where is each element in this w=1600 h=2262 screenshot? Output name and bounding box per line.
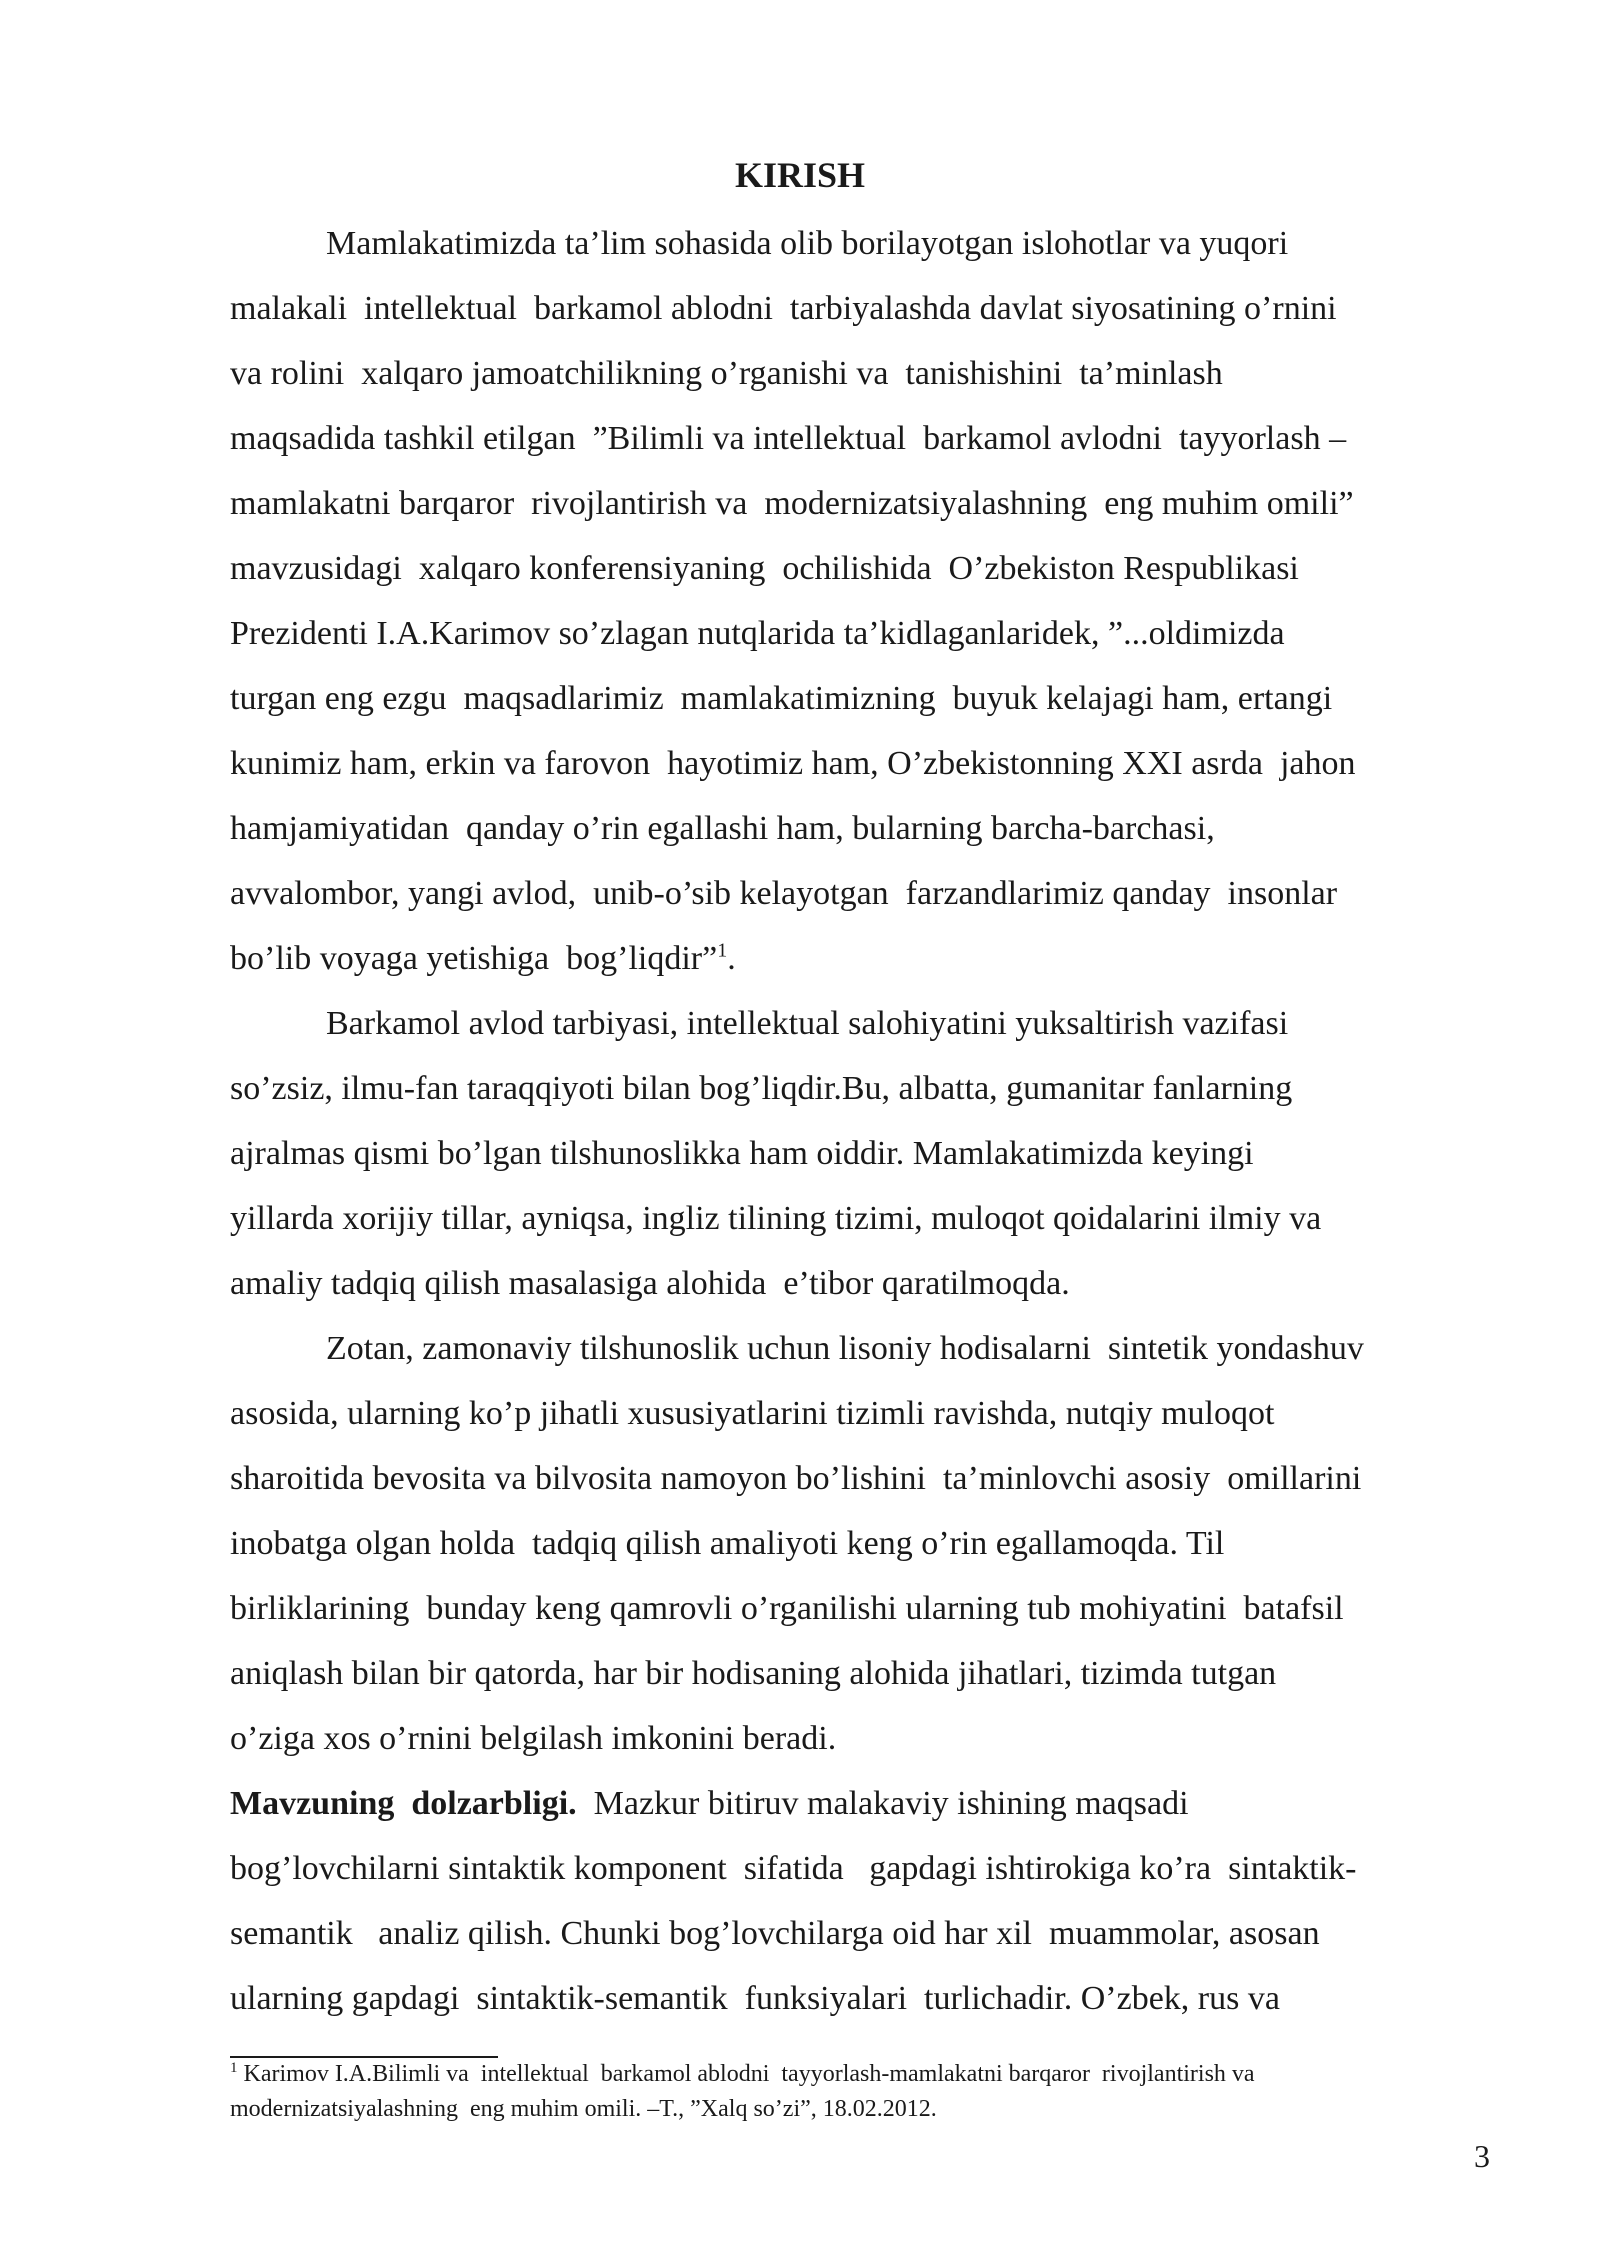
- body-text: [230, 211, 1490, 2031]
- text-line: Barkamol avlod tarbiyasi, intellektual salohiyatini yuksaltirish vazifasi: [326, 1005, 1289, 1042]
- text-line: amaliy tadqiq qilish masalasiga alohida e’tibor qaratilmoqda.: [230, 1265, 1070, 1302]
- text-line: bog’lovchilarni sintaktik komponent sifatida gapdagi ishtirokiga ko’ra sintaktik-: [230, 1850, 1357, 1887]
- footnote-reference: 1: [717, 939, 728, 962]
- text-line: mavzusidagi xalqaro konferensiyaning ochilishida O’zbekiston Respublikasi: [230, 550, 1299, 587]
- text-line: o’ziga xos o’rnini belgilash imkonini beradi.: [230, 1720, 837, 1757]
- text-line: ularning gapdagi sintaktik-semantik funksiyalari turlichadir. O’zbek, rus va: [230, 1980, 1280, 2017]
- text-line: aniqlash bilan bir qatorda, har bir hodisaning alohida jihatlari, tizimda tutgan: [230, 1655, 1277, 1692]
- footnote-marker: 1: [230, 2060, 238, 2076]
- text-line: semantik analiz qilish. Chunki bog’lovchilarga oid har xil muammolar, asosan: [230, 1915, 1320, 1952]
- text-line: malakali intellektual barkamol ablodni tarbiyalashda davlat siyosatining o’rnini: [230, 290, 1337, 327]
- text-line: hamjamiyatidan qanday o’rin egallashi ham, bularning barcha-barchasi,: [230, 810, 1215, 847]
- page-number: 3: [1474, 2138, 1490, 2174]
- text-line: yillarda xorijiy tillar, ayniqsa, ingliz tilining tizimi, muloqot qoidalarini ilmiy va: [230, 1200, 1322, 1237]
- section-heading-line: [230, 1771, 1490, 1836]
- page-title: KIRISH: [734, 155, 866, 195]
- footnote-line: modernizatsiyalashning eng muhim omili. –T., ”Xalq so’zi”, 18.02.2012.: [230, 2096, 937, 2122]
- footnote-text: Karimov I.A.Bilimli va intellektual barkamol ablodni tayyorlash-mamlakatni barqaror rivojlantirish va: [237, 2061, 1255, 2087]
- text-line: Mamlakatimizda ta’lim sohasida olib borilayotgan islohotlar va yuqori: [326, 225, 1289, 262]
- text-line: Prezidenti I.A.Karimov so’zlagan nutqlarida ta’kidlaganlaridek, ”...oldimizda: [230, 615, 1285, 652]
- text-line: avvalombor, yangi avlod, unib-o’sib kelayotgan farzandlarimiz qanday insonlar: [230, 875, 1338, 912]
- text-line: asosida, ularning ko’p jihatli xususiyatlarini tizimli ravishda, nutqiy muloqot: [230, 1395, 1275, 1432]
- text-line: mamlakatni barqaror rivojlantirish va modernizatsiyalashning eng muhim omili”: [230, 485, 1354, 522]
- text-line: inobatga olgan holda tadqiq qilish amaliyoti keng o’rin egallamoqda. Til: [230, 1525, 1225, 1562]
- text-line: sharoitida bevosita va bilvosita namoyon bo’lishini ta’minlovchi asosiy omillarini: [230, 1460, 1362, 1497]
- text-line-with-footnote-ref: [230, 926, 1490, 991]
- text-line-end: .: [727, 940, 736, 977]
- text-line: birliklarining bunday keng qamrovli o’rganilishi ularning tub mohiyatini batafsil: [230, 1590, 1344, 1627]
- text-line: ajralmas qismi bo’lgan tilshunoslikka ham oiddir. Mamlakatimizda keyingi: [230, 1135, 1254, 1172]
- text-line-content: Mazkur bitiruv malakaviy ishining maqsadi: [576, 1785, 1189, 1822]
- text-line: maqsadida tashkil etilgan ”Bilimli va intellektual barkamol avlodni tayyorlash –: [230, 420, 1347, 457]
- text-line: kunimiz ham, erkin va farovon hayotimiz ham, O’zbekistonning XXI asrda jahon: [230, 745, 1356, 782]
- text-line-content: bo’lib voyaga yetishiga bog’liqdir”: [230, 940, 718, 977]
- footnote: [230, 2057, 1490, 2127]
- text-line: va rolini xalqaro jamoatchilikning o’rganishi va tanishishini ta’minlash: [230, 355, 1223, 392]
- text-line: Zotan, zamonaviy tilshunoslik uchun lisoniy hodisalarni sintetik yondashuv: [326, 1330, 1364, 1367]
- section-heading: Mavzuning dolzarbligi.: [230, 1785, 577, 1822]
- text-line: turgan eng ezgu maqsadlarimiz mamlakatimizning buyuk kelajagi ham, ertangi: [230, 680, 1333, 717]
- text-line: so’zsiz, ilmu-fan taraqqiyoti bilan bog’liqdir.Bu, albatta, gumanitar fanlarning: [230, 1070, 1293, 1107]
- footnote-line: [230, 2057, 1490, 2092]
